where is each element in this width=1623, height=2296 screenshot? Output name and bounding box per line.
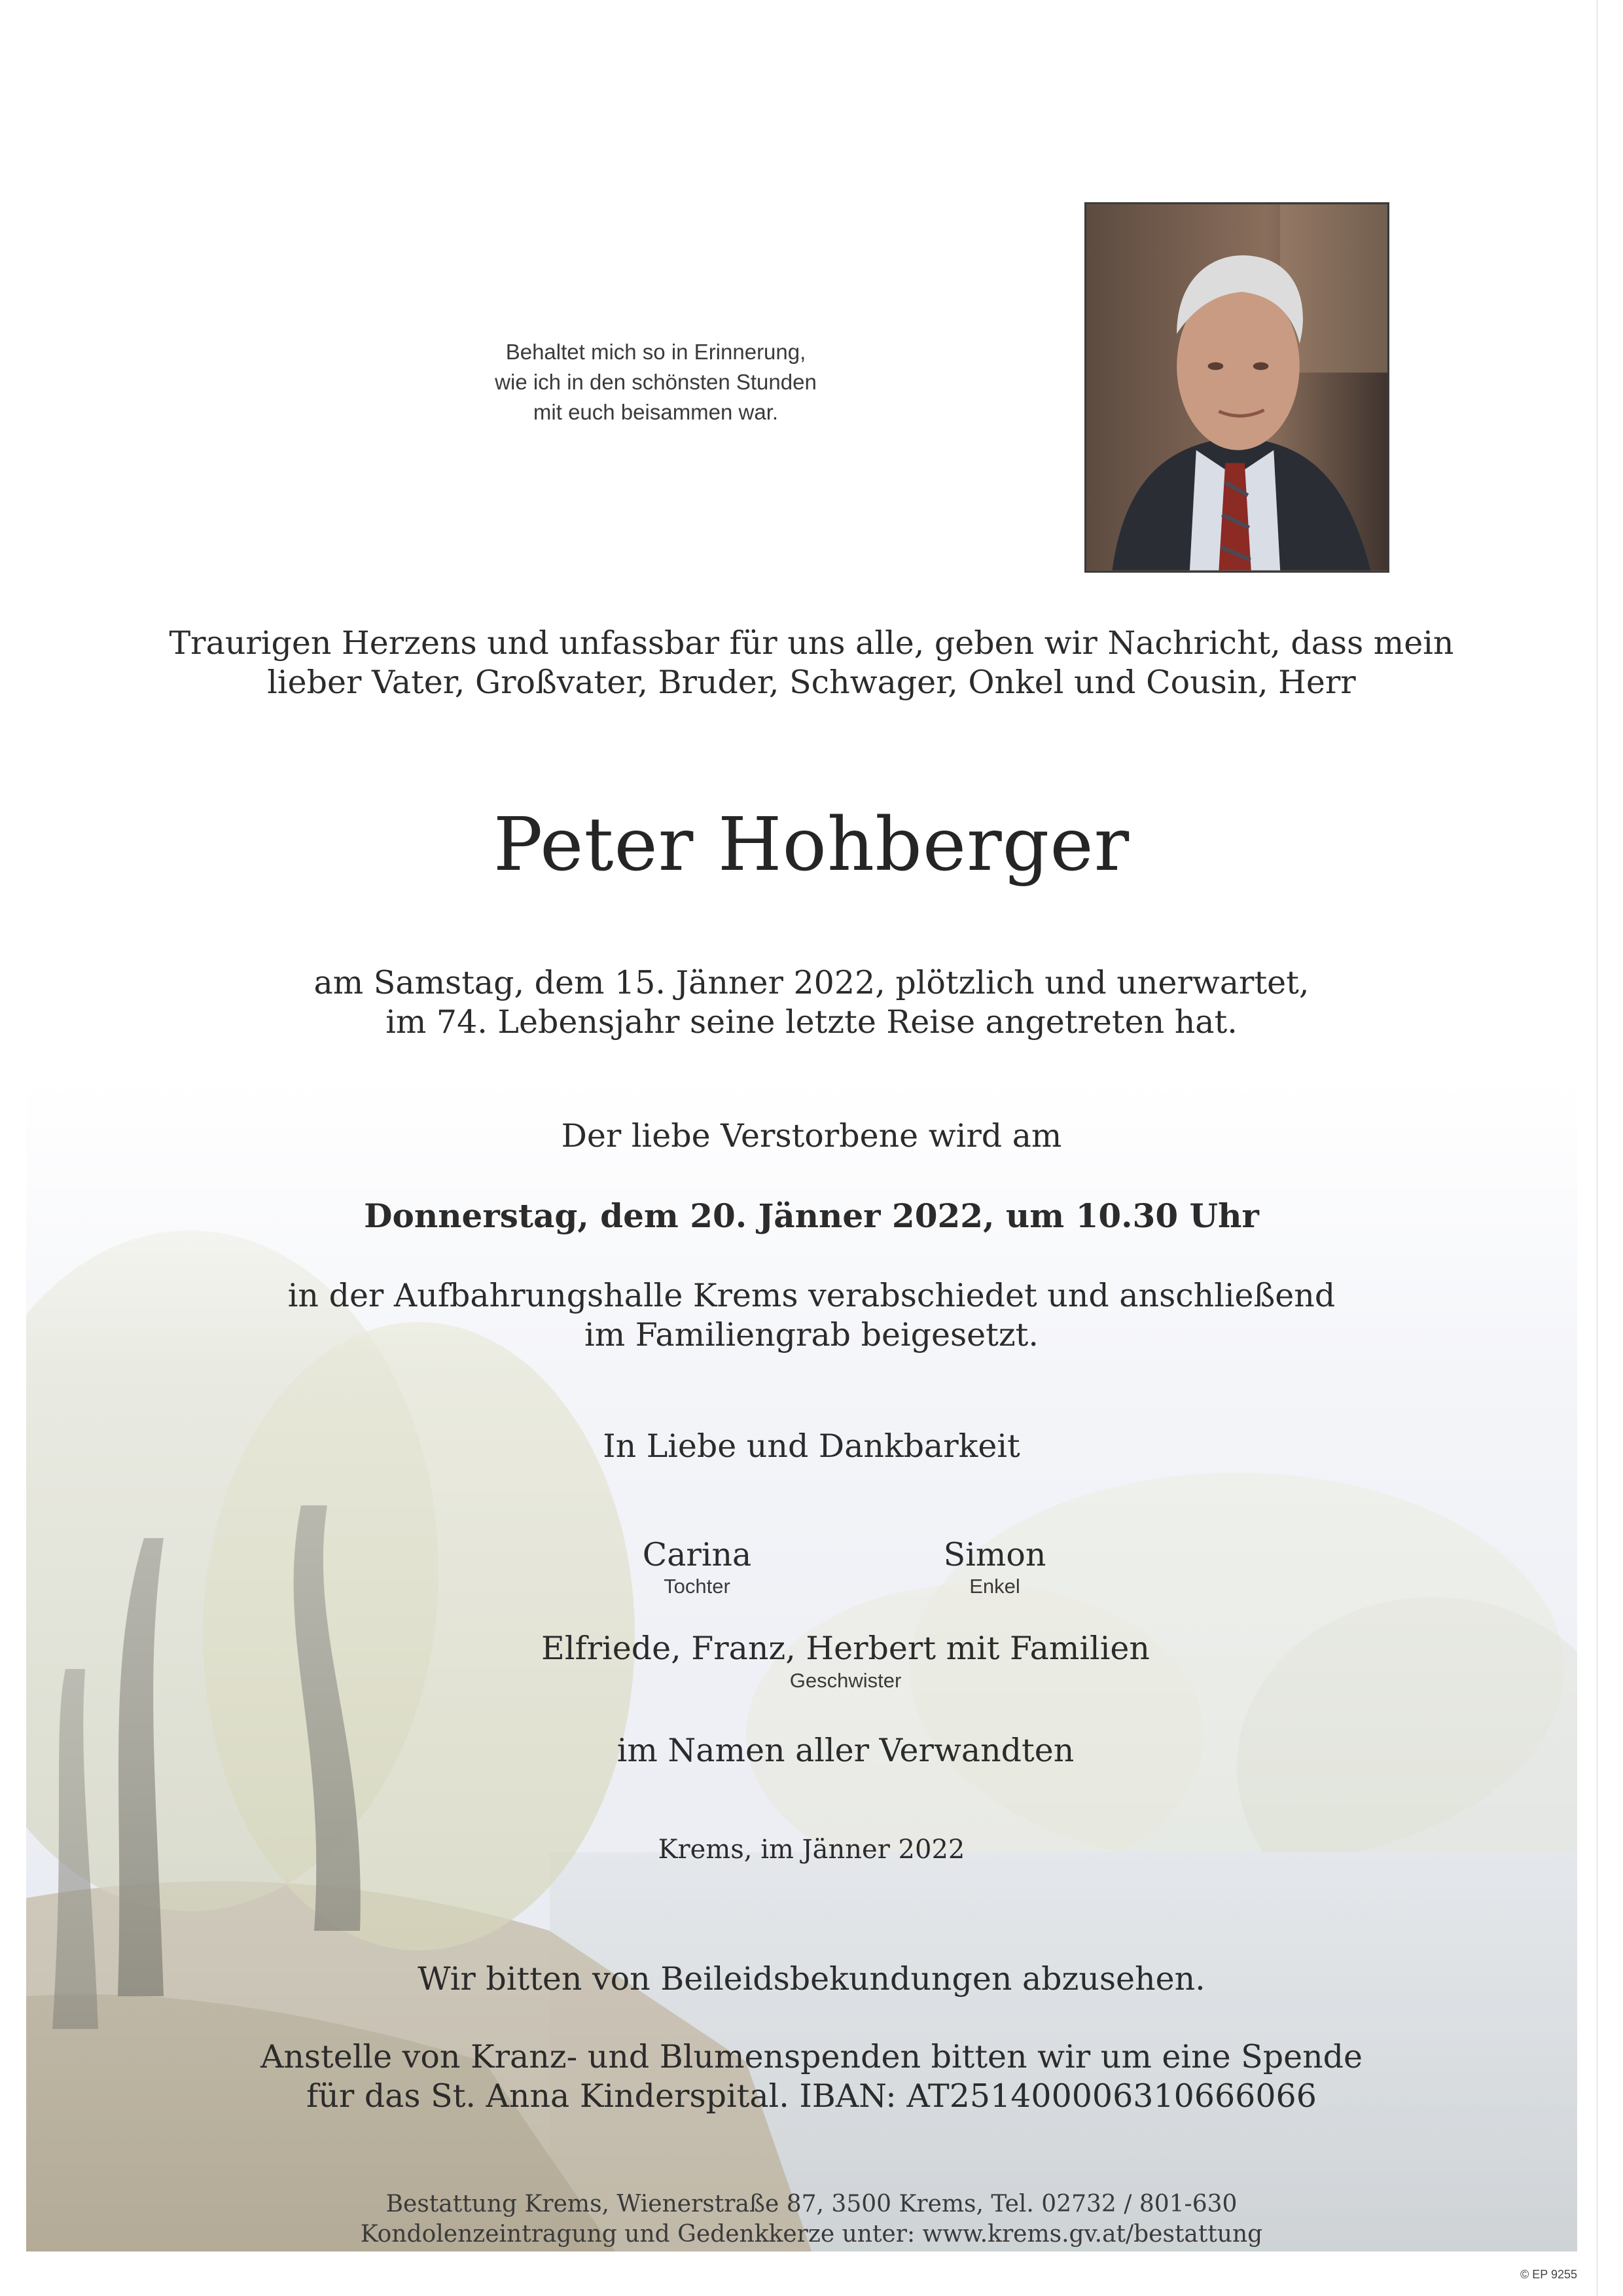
footer-line-2: Kondolenzeintragung und Gedenkkerze unter: www.krems.gv.at/bestattung [360,2221,1263,2248]
portrait-photo [1084,202,1389,573]
condolence-request: Wir bitten von Beileidsbekundungen abzusehen. [418,1960,1205,1998]
deceased-name: Peter Hohberger [493,802,1130,888]
ceremony-intro: Der liebe Verstorbene wird am [561,1117,1062,1155]
intro-line-2: lieber Vater, Großvater, Bruder, Schwager, Onkel und Cousin, Herr [267,664,1356,701]
donation-line-2: für das St. Anna Kinderspital. IBAN: AT251400006310666066 [306,2077,1317,2115]
death-line-2: im 74. Lebensjahr seine letzte Reise angetreten hat. [385,1003,1238,1041]
closing-phrase: In Liebe und Dankbarkeit [603,1427,1020,1465]
relatives-line: im Namen aller Verwandten [616,1732,1075,1769]
quote-line-1: Behaltet mich so in Erinnerung, [505,340,806,364]
ceremony-datetime: Donnerstag, dem 20. Jänner 2022, um 10.30 Uhr [364,1196,1259,1235]
quote-line-2: wie ich in den schönsten Stunden [495,370,817,394]
death-line-1: am Samstag, dem 15. Jänner 2022, plötzlich und unerwartet, [313,964,1310,1001]
print-code: © EP 9255 [1520,2268,1577,2281]
intro-line-1: Traurigen Herzens und unfassbar für uns alle, geben wir Nachricht, dass mein [169,624,1454,662]
mourner-2-name: Simon [943,1536,1046,1573]
ceremony-line-1: in der Aufbahrungshalle Krems verabschiedet und anschließend [287,1277,1336,1314]
siblings-names: Elfriede, Franz, Herbert mit Familien [541,1630,1150,1667]
quote-line-3: mit euch beisammen war. [533,400,779,424]
mourner-2 [798,1535,1191,1598]
place-date: Krems, im Jänner 2022 [658,1835,965,1865]
donation-line-1: Anstelle von Kranz- und Blumenspenden bitten wir um eine Spende [260,2038,1363,2075]
mourner-1-role: Tochter [664,1575,730,1598]
mourner-1-name: Carina [642,1536,752,1573]
ceremony-line-2: im Familiengrab beigesetzt. [584,1316,1039,1354]
footer-line-1: Bestattung Krems, Wienerstraße 87, 3500 Krems, Tel. 02732 / 801-630 [385,2191,1238,2217]
siblings-role: Geschwister [789,1669,902,1692]
mourner-2-role: Enkel [969,1575,1020,1598]
